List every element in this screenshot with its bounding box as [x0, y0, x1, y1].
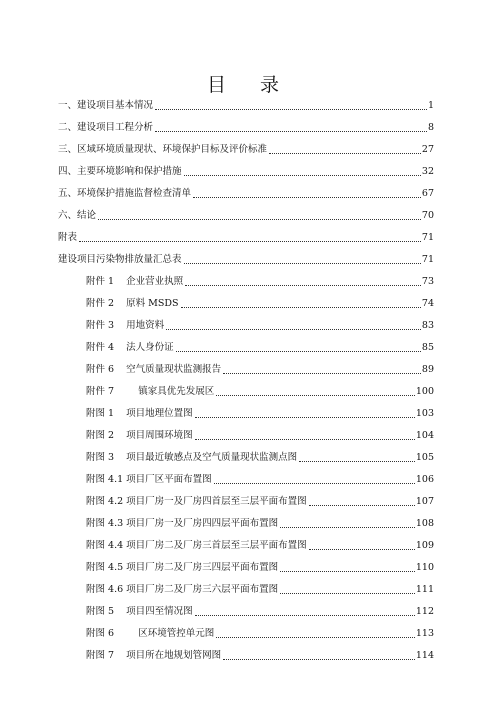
toc-entry[interactable]: [86, 363, 434, 377]
toc-entry-page: 67: [421, 188, 434, 199]
toc-entry-label: 附件 2 原料 MSDS: [86, 298, 179, 309]
toc-entry-label: 六、结论: [58, 210, 97, 221]
toc-entry-label: 附图 1 项目地理位置图: [86, 408, 193, 419]
toc-entry-label: 三、区域环境质量现状、环境保护目标及评价标准: [58, 144, 268, 155]
toc-entry-label: 附图 4.5 项目厂房二及厂房三四层平面布置图: [86, 562, 279, 573]
toc-entry-label: 建设项目污染物排放量汇总表: [58, 254, 182, 265]
toc-entry-label: 附图 2 项目周围环境图: [86, 430, 193, 441]
toc-entry-label: 二、建设项目工程分析: [58, 122, 154, 133]
toc-entry-page: 100: [415, 386, 434, 397]
toc-entry-label: 附件 1 企业营业执照: [86, 276, 184, 287]
toc-entry-page: 1: [427, 100, 434, 111]
toc-entry-page: 70: [421, 210, 434, 221]
toc-entry-page: 112: [415, 606, 434, 617]
toc-entry[interactable]: [86, 429, 434, 443]
toc-entry-label: 附图 6 区环境管控单元图: [86, 628, 215, 639]
toc-entry-label: 附图 4.1 项目厂区平面布置图: [86, 474, 212, 485]
toc-entry-label: 附表: [58, 232, 78, 243]
toc-entry-label: 附图 4.2 项目厂房一及厂房四首层至三层平面布置图: [86, 496, 307, 507]
toc-entry[interactable]: [86, 297, 434, 311]
toc-entry[interactable]: [58, 209, 434, 223]
toc-entry[interactable]: [86, 473, 434, 487]
toc-entry-page: 73: [421, 276, 434, 287]
toc-entry-page: 8: [427, 122, 434, 133]
toc-entry-page: 83: [421, 320, 434, 331]
toc-entry[interactable]: [58, 165, 434, 179]
toc-entry[interactable]: [86, 451, 434, 465]
toc-entry-page: 111: [415, 584, 434, 595]
toc-entry-label: 附件 3 用地资料: [86, 320, 165, 331]
toc-entry[interactable]: [86, 319, 434, 333]
toc-entry-label: 附图 3 项目最近敏感点及空气质量现状监测点图: [86, 452, 298, 463]
toc-entry-page: 32: [421, 166, 434, 177]
toc-entry[interactable]: [58, 253, 434, 267]
toc-entry-label: 附图 4.6 项目厂房二及厂房三六层平面布置图: [86, 584, 279, 595]
toc-entry-page: 27: [421, 144, 434, 155]
toc-entry-page: 85: [421, 342, 434, 353]
toc-entry-label: 附图 4.4 项目厂房二及厂房三首层至三层平面布置图: [86, 540, 307, 551]
toc-entry-label: 附件 4 法人身份证: [86, 342, 174, 353]
toc-entry-page: 108: [415, 518, 434, 529]
toc-entry[interactable]: [86, 517, 434, 531]
toc-entry-page: 89: [421, 364, 434, 375]
toc-entry-label: 一、建设项目基本情况: [58, 100, 154, 111]
toc-entry[interactable]: [86, 583, 434, 597]
toc-entry-label: 附图 5 项目四至情况图: [86, 606, 193, 617]
toc-entry-page: 103: [415, 408, 434, 419]
toc-entry[interactable]: [86, 407, 434, 421]
toc-entry-page: 114: [415, 650, 434, 661]
toc-entry[interactable]: [86, 627, 434, 641]
toc-entry-page: 113: [415, 628, 434, 639]
toc-entry-page: 71: [421, 254, 434, 265]
toc-entry-label: 附图 7 项目所在地规划管网图: [86, 650, 222, 661]
toc-entry-label: 五、环境保护措施监督检查清单: [58, 188, 192, 199]
toc-entry-page: 110: [415, 562, 434, 573]
toc-entry[interactable]: [86, 605, 434, 619]
toc-entry-page: 107: [415, 496, 434, 507]
toc-entry-label: 附图 4.3 项目厂房一及厂房四四层平面布置图: [86, 518, 279, 529]
toc-title: 目 录: [206, 74, 294, 96]
toc-entry-page: 109: [415, 540, 434, 551]
toc-entry[interactable]: [86, 539, 434, 553]
toc-entry[interactable]: [86, 341, 434, 355]
toc-entry-label: 附件 7 镇家具优先发展区: [86, 386, 215, 397]
toc-entry[interactable]: [86, 561, 434, 575]
toc-entry-label: 四、主要环境影响和保护措施: [58, 166, 182, 177]
toc-entry[interactable]: [86, 495, 434, 509]
toc-entry[interactable]: [58, 143, 434, 157]
toc-entry-page: 71: [421, 232, 434, 243]
toc-entry[interactable]: [58, 99, 434, 113]
toc-entry[interactable]: [86, 275, 434, 289]
toc-entry-page: 104: [415, 430, 434, 441]
toc-entry[interactable]: [58, 121, 434, 135]
toc-entry[interactable]: [58, 231, 434, 245]
toc-entry[interactable]: [86, 649, 434, 663]
toc-entry-page: 106: [415, 474, 434, 485]
toc-entry-label: 附件 6 空气质量现状监测报告: [86, 364, 222, 375]
toc-entry[interactable]: [86, 385, 434, 399]
toc-entry[interactable]: [58, 187, 434, 201]
toc-entry-page: 74: [421, 298, 434, 309]
toc-entry-page: 105: [415, 452, 434, 463]
